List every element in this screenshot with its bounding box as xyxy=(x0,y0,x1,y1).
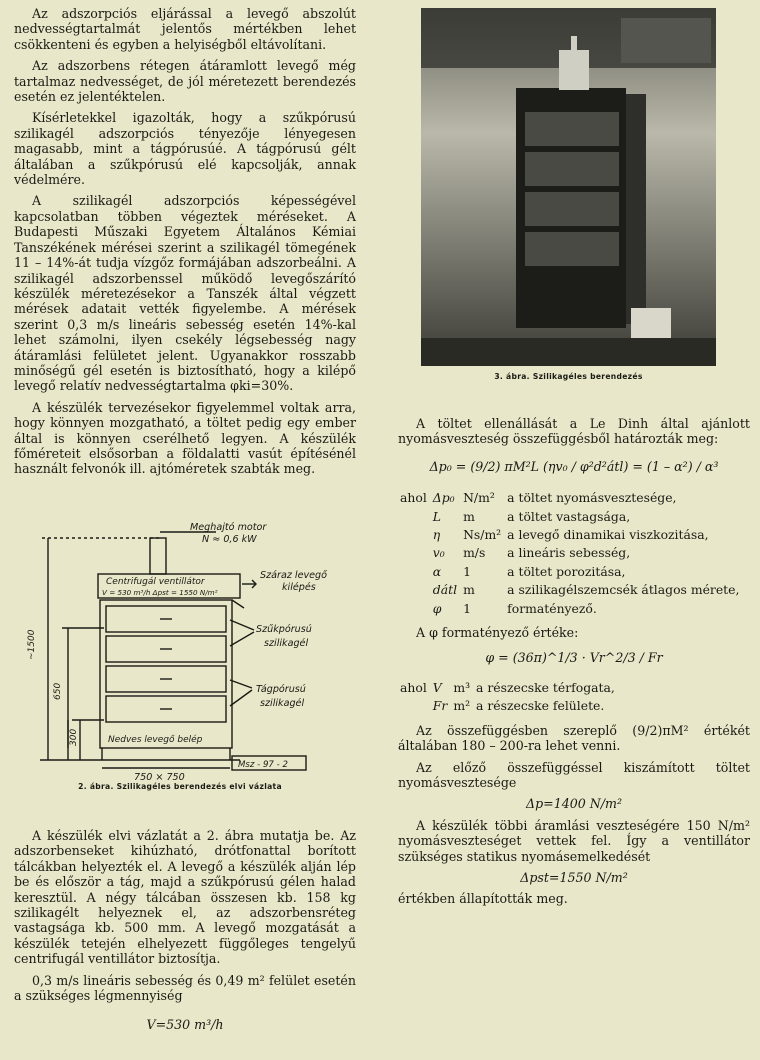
symbol: φ xyxy=(432,600,442,616)
equation-v: V=530 m³/h xyxy=(146,1017,224,1033)
label-wide2: szilikagél xyxy=(260,698,305,709)
symbol-row xyxy=(400,490,743,506)
schematic-diagram xyxy=(20,520,340,795)
paragraph: A töltet ellenállását a Le Dinh által ajánlott nyomásveszteség összefüggésből határozták meg: xyxy=(398,416,750,447)
symbol-row xyxy=(400,680,619,696)
symbol-row xyxy=(400,601,743,617)
symbol-desc: a részecske felülete. xyxy=(476,698,605,714)
paragraph: Az összefüggésben szereplő (9/2)πM² értékét általában 180 – 200-ra lehet venni. xyxy=(398,722,750,754)
symbol-row xyxy=(400,564,743,580)
label-narrow2: szilikagél xyxy=(264,638,309,649)
symbol-table-2 xyxy=(398,678,621,717)
symbol-unit: m/s xyxy=(463,545,486,561)
paragraph: Az adszorpciós eljárással a levegő abszolút nedvességtartalmát jelentős mértékben lehet csökkenteni és egyben a helyiségből eltávolítani. xyxy=(14,6,356,52)
label-dim-650: 650 xyxy=(53,682,63,700)
device-photo xyxy=(421,8,716,366)
symbol-desc: a levegő dinamikai viszkozitása, xyxy=(507,527,709,543)
paragraph: A készülék tervezésekor figyelemmel voltak arra, hogy könnyen mozgatható, a töltet pedig egy ember által is könnyen cserélhető legyen. A készülék főméreteit elsősorban a földalatti vasút építésénél használt felvonók ill. ajtóméretek szabták meg. xyxy=(14,399,356,477)
symbol-unit: 1 xyxy=(463,600,471,616)
symbol: η xyxy=(432,527,441,543)
paragraph: Kísérletekkel igazolták, hogy a szűkpórusú szilikagél adszorpciós tényezője lényegesen magasabb, mint a tágpórusúé. A tágpórusú gélt általában a szűkpórusú elé kapcsolják, annak védelmére. xyxy=(14,110,356,188)
paragraph: A készülék elvi vázlatát a 2. ábra mutatja be. Az adszorbenseket kihúzható, drótfonattal borított tálcákban helyezték el. A levegő a készülék alján lép be és először a tág, majd a szűkpórusú gélen halad keresztül. A négy tálcában összesen kb. 158 kg szilikagélt helyeznek el, az adszorbensréteg vastagsága kb. 500 mm. A levegő mozgatását a készülék tetején elhelyezett függőleges tengelyű centrifugál ventillátor biztosítja. xyxy=(14,828,356,967)
right-column xyxy=(398,416,750,913)
symbol-ahol xyxy=(400,582,431,598)
symbol-desc: a szilikagélszemcsék átlagos mérete, xyxy=(507,582,740,598)
symbol-desc: a töltet porozitása, xyxy=(507,563,626,579)
symbol-unit: m³ xyxy=(453,679,471,695)
label-fan: Centrifugál ventillátor xyxy=(106,577,205,587)
symbol-row xyxy=(400,582,743,598)
label-power: N ≈ 0,6 kW xyxy=(202,534,257,545)
label-code: Msz - 97 - 2 xyxy=(238,760,288,770)
symbol-unit: m² xyxy=(453,698,471,714)
symbol-desc: a lineáris sebesség, xyxy=(507,545,631,561)
label-motor: Meghajtó motor xyxy=(190,522,267,533)
symbol-unit: m xyxy=(463,508,475,524)
equation-dp: Δp=1400 N/m² xyxy=(525,796,622,812)
symbol-unit: m xyxy=(463,582,475,598)
label-wide: Tágpórusú xyxy=(256,684,306,695)
paragraph: Az adszorbens rétegen átáramlott levegő még tartalmaz nedvességet, de jól méretezett berendezés esetén ez jelentéktelen. xyxy=(14,58,356,105)
symbol-ahol xyxy=(400,509,431,525)
figure-3-caption: 3. ábra. Szilikagéles berendezés xyxy=(494,372,643,381)
symbol: Δp₀ xyxy=(432,490,455,506)
left-lower-text xyxy=(14,828,356,1039)
paragraph: A φ formatényező értéke: xyxy=(416,625,579,641)
symbol: L xyxy=(432,508,442,524)
motor-shape xyxy=(150,538,166,574)
symbol-row xyxy=(400,698,619,714)
label-narrow: Szűkpórusú xyxy=(256,624,312,635)
label-dry2: kilépés xyxy=(282,582,316,593)
symbol-unit: N/m² xyxy=(463,490,495,506)
symbol-ahol xyxy=(400,698,431,714)
paragraph: 0,3 m/s lineáris sebesség és 0,49 m² felület esetén a szükséges légmennyiség xyxy=(14,972,356,1004)
symbol: α xyxy=(432,563,442,579)
label-fan-spec: V = 530 m³/h Δpst = 1550 N/m² xyxy=(102,588,218,597)
label-dim-300: 300 xyxy=(69,728,79,746)
symbol-ahol xyxy=(400,564,431,580)
symbol-ahol xyxy=(400,545,431,561)
symbol-ahol xyxy=(400,601,431,617)
symbol-desc: a töltet vastagsága, xyxy=(507,508,631,524)
symbol: dátl xyxy=(432,582,458,598)
paragraph: A szilikagél adszorpciós képességével kapcsolatban többen végeztek méréseket. A Budapesti Műszaki Egyetem Általános Kémiai Tanszékének mérései szerint a szilikagél tömegének 11 – 14%-át tudja vízgőz formájában adszorbeálni. A szilikagél adszorbenssel működő levegőszárító készülék méretezésekor a Tanszék által végzett mérések adatait vették figyelembe. A mérések szerint 0,3 m/s lineáris sebesség esetén 14%-kal lehet számolni, ilyen csekély légsebesség nagy átáramlási felületet jelent. Ugyanakkor rosszabb minőségű gél esetén is biztosítható, hogy a kilépő levegő relatív nedvességtartalma φki=30%. xyxy=(14,193,356,394)
symbol-row xyxy=(400,509,743,525)
symbol-desc: a részecske térfogata, xyxy=(476,679,615,695)
symbol-ahol: ahol xyxy=(400,679,427,695)
symbol-ahol xyxy=(400,527,431,543)
left-column xyxy=(14,6,356,483)
symbol-row xyxy=(400,527,743,543)
symbol: v₀ xyxy=(432,545,445,561)
label-wet: Nedves levegő belép xyxy=(108,735,203,745)
symbol: Fr xyxy=(432,698,448,714)
symbol-unit: Ns/m² xyxy=(463,527,502,543)
symbol-table xyxy=(398,488,745,619)
paragraph: értékben állapították meg. xyxy=(398,891,568,907)
symbol-desc: a töltet nyomásvesztesége, xyxy=(507,490,677,506)
label-base: 750 × 750 xyxy=(134,772,185,783)
symbol-ahol: ahol xyxy=(400,490,427,506)
equation-dpst: Δpst=1550 N/m² xyxy=(520,869,628,885)
paragraph: Az előző összefüggéssel kiszámított töltet nyomásvesztesége xyxy=(398,759,750,790)
symbol: V xyxy=(432,679,442,695)
symbol-unit: 1 xyxy=(463,563,471,579)
equation-phi: φ = (36π)^1/3 · Vr^2/3 / Fr xyxy=(485,650,663,666)
symbol-row xyxy=(400,545,743,561)
equation-le-dinh: Δp₀ = (9/2) πM²L (ηv₀ / φ²d²átl) = (1 – α²) / α³ xyxy=(429,458,719,474)
label-dim-total: ~1500 xyxy=(27,629,37,660)
symbol-desc: formatényező. xyxy=(507,600,597,616)
paragraph: A készülék többi áramlási veszteségére 150 N/m² nyomásveszteséget vettek fel. Így a ventillátor szükséges statikus nyomásemelkedését xyxy=(398,817,750,864)
label-dry: Száraz levegő xyxy=(260,570,328,581)
figure-2-caption: 2. ábra. Szilikagéles berendezés elvi vázlata xyxy=(78,782,282,791)
